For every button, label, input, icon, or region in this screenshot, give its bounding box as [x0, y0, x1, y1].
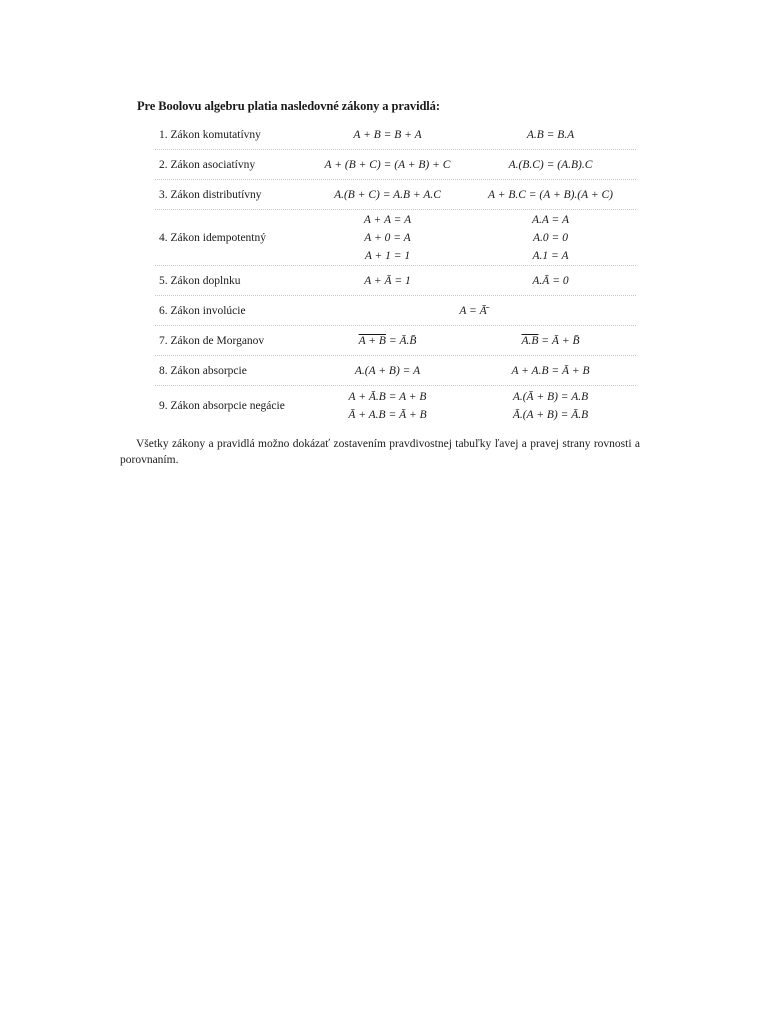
closing-paragraph: Všetky zákony a pravidlá možno dokázať zostavením pravdivostnej tabuľky ľavej a pravej strany rovnosti a porovnaním.	[120, 437, 640, 466]
law-right: A.B = Ā + B̄	[521, 334, 580, 347]
law-left: A.(B + C) = A.B + A.C	[334, 188, 441, 201]
law-row	[155, 266, 636, 296]
law-left: A + A = A A + 0 = A A + 1 = 1	[363, 213, 412, 262]
law-name: 3. Zákon distributívny	[159, 188, 262, 201]
law-row	[155, 180, 636, 210]
law-row	[155, 326, 636, 356]
law-name: 2. Zákon asociatívny	[159, 158, 256, 171]
law-right: A.Ā = 0	[532, 274, 569, 287]
law-row	[155, 356, 636, 386]
law-name: 9. Zákon absorpcie negácie	[159, 400, 285, 412]
law-left: A + Ā.B = A + B Ā + A.B = Ā + B	[348, 391, 427, 421]
law-left: A.(A + B) = A	[354, 364, 421, 377]
law-name: 7. Zákon de Morganov	[159, 334, 265, 347]
page-title: Pre Boolovu algebru platia nasledovné zákony a pravidlá:	[137, 99, 440, 113]
law-right: A.A = A A.0 = 0 A.1 = A	[531, 213, 570, 262]
law-left: A + (B + C) = (A + B) + C	[324, 158, 451, 171]
laws-table	[155, 120, 636, 426]
law-right: A.(Ā + B) = A.B Ā.(A + B) = Ā.B	[512, 391, 589, 421]
law-row	[155, 210, 636, 266]
law-left: A + B = Ā.B̄	[358, 334, 417, 347]
law-row	[155, 296, 636, 326]
law-name: 6. Zákon involúcie	[159, 304, 246, 317]
law-row	[155, 386, 636, 426]
law-left: A + B = B + A	[353, 128, 422, 141]
law-name: 8. Zákon absorpcie	[159, 364, 247, 377]
law-row	[155, 150, 636, 180]
law-left: A + Ā = 1	[364, 274, 411, 287]
law-right: A + A.B = Ā + B	[511, 364, 590, 377]
law-right: A.(B.C) = (A.B).C	[508, 158, 593, 171]
law-right: A.B = B.A	[526, 128, 575, 141]
law-name: 4. Zákon idempotentný	[159, 231, 266, 244]
law-name: 1. Zákon komutatívny	[159, 128, 261, 141]
law-row	[155, 120, 636, 150]
law-name: 5. Zákon doplnku	[159, 274, 241, 287]
law-right: A + B.C = (A + B).(A + C)	[488, 188, 613, 201]
law-center: A = Ā̄	[459, 304, 487, 317]
